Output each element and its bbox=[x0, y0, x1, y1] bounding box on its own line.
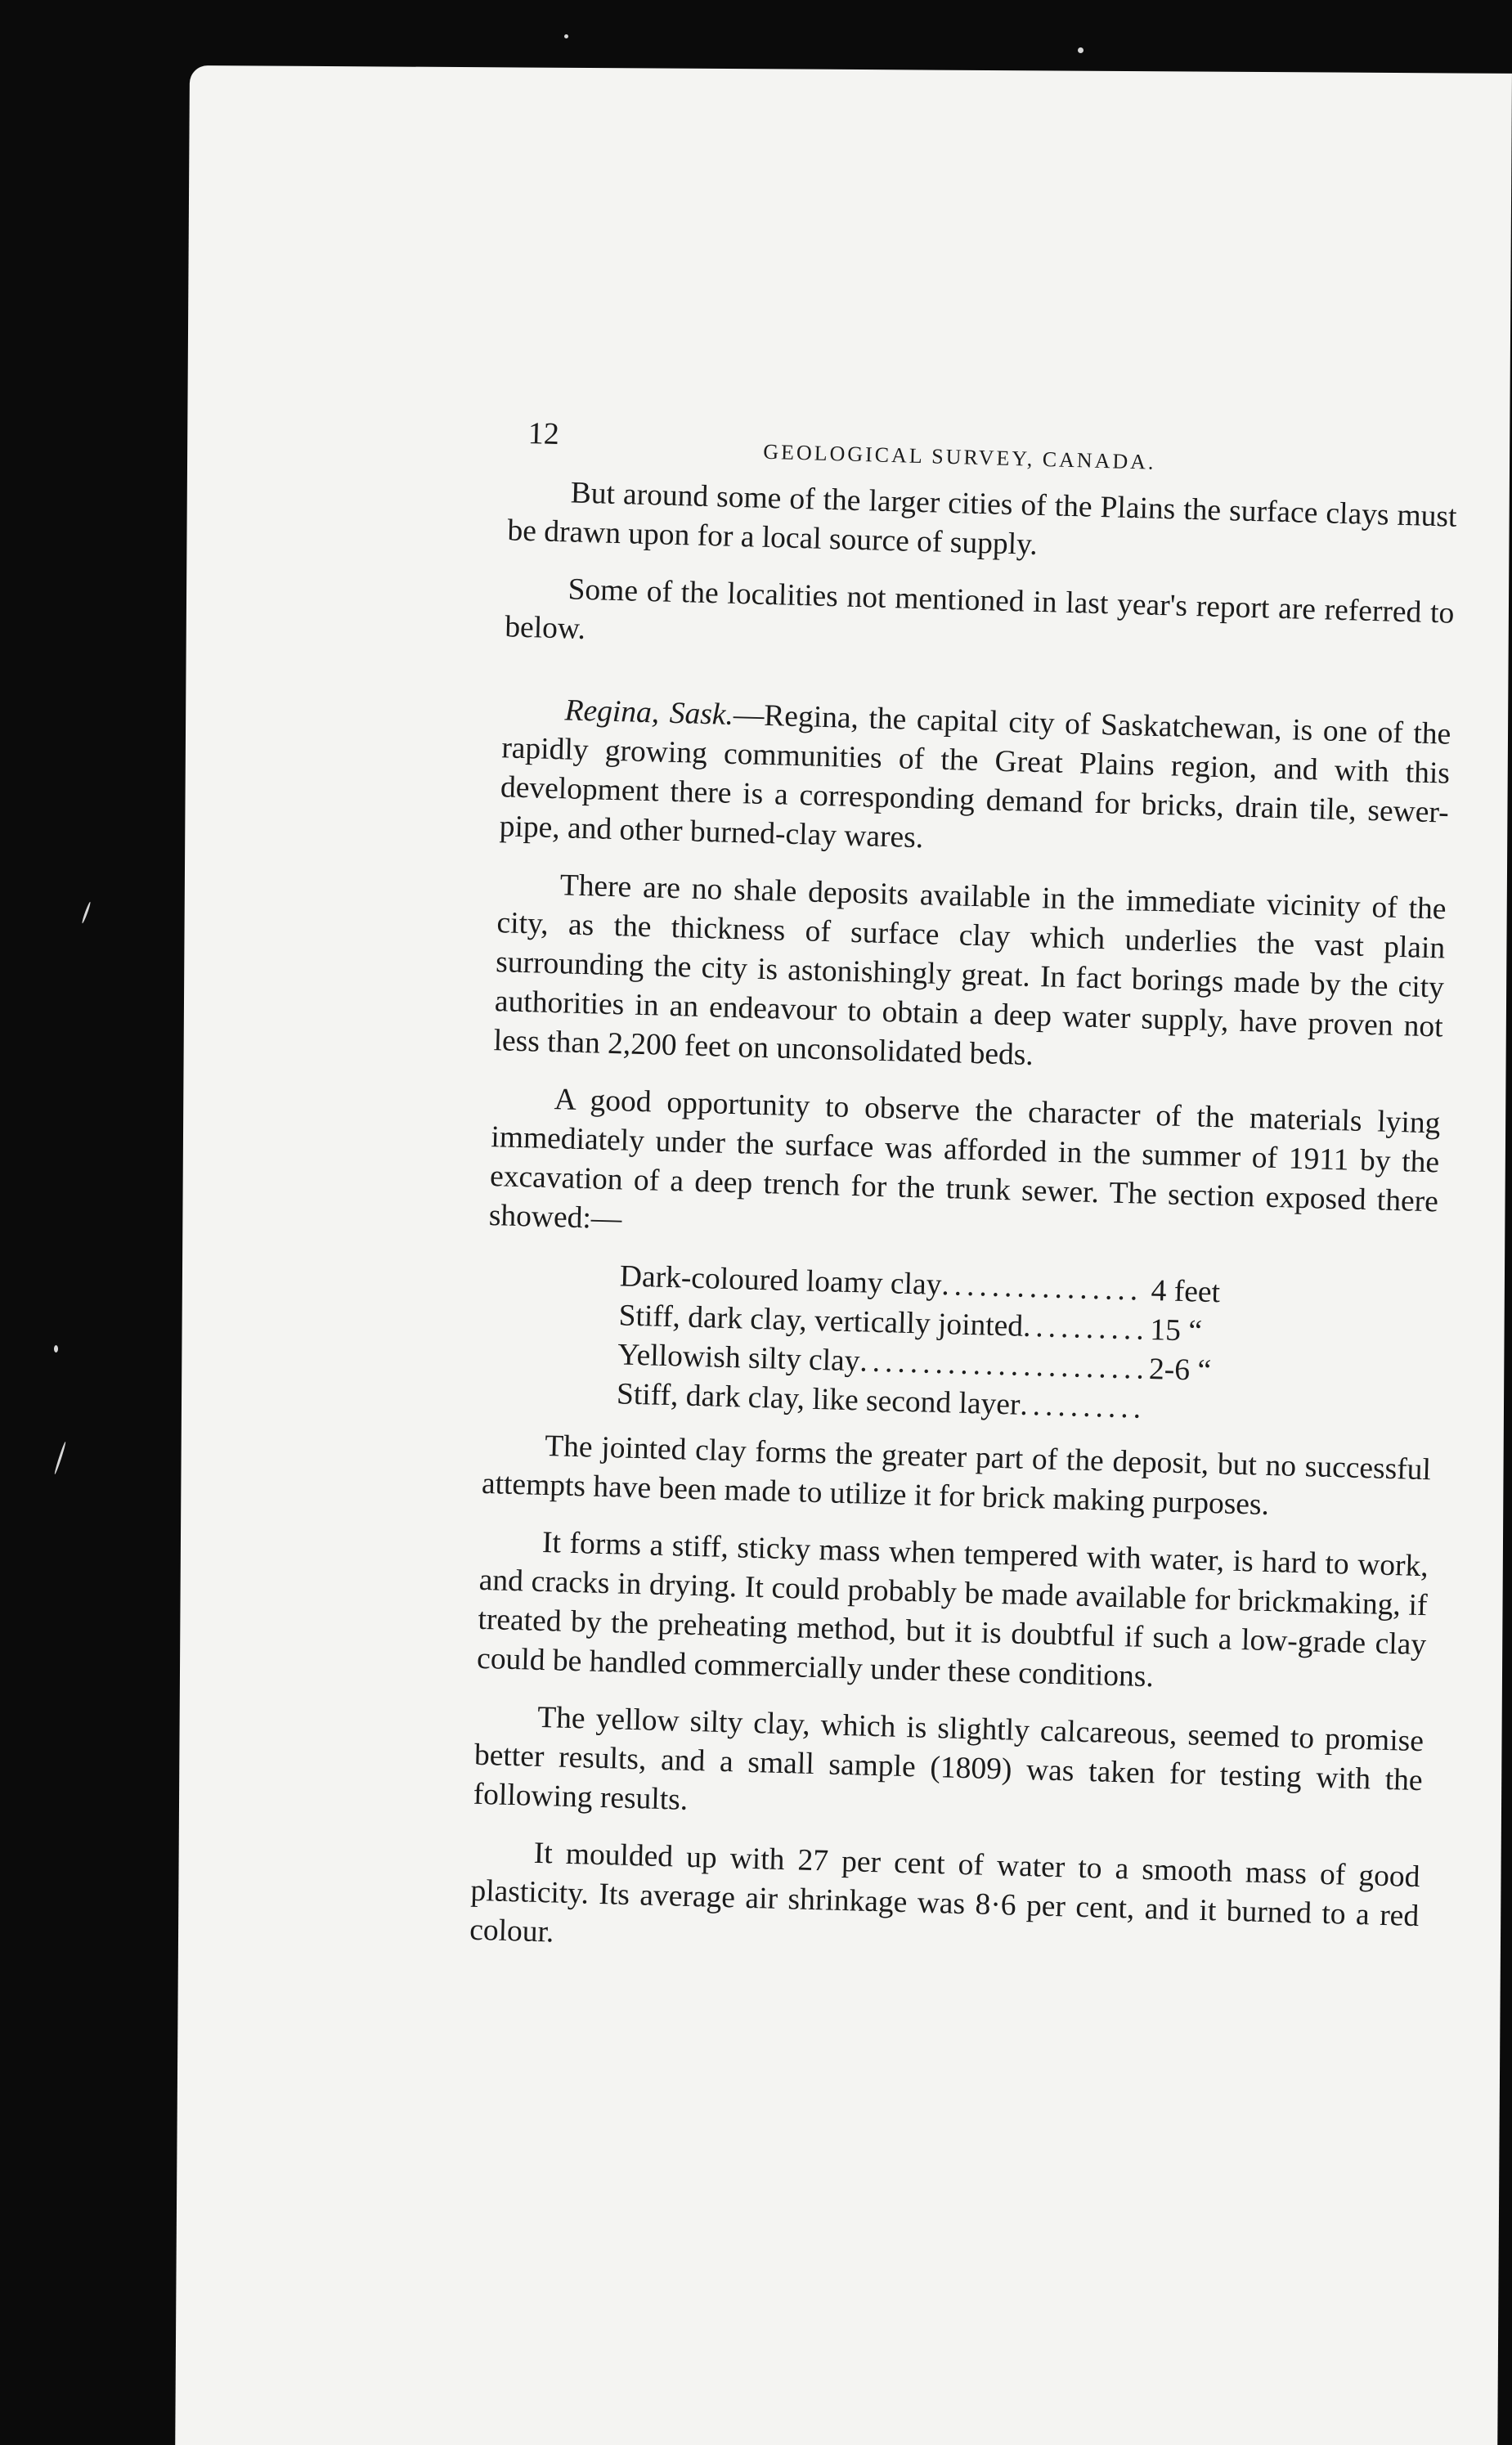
locality-heading: Regina, Sask. bbox=[564, 693, 734, 732]
dust-speck bbox=[1078, 47, 1084, 53]
paragraph-trench-observation: A good opportunity to observe the character of the materials lying immediately under the surface was afforded in the summer of 1911 by the excavation of a deep trench for the trunk sewer. The section exposed there showed:— bbox=[488, 1083, 1441, 1236]
section-exposed-table bbox=[616, 1257, 1258, 1431]
layer-thickness: 15 “ bbox=[1149, 1312, 1203, 1348]
paragraph-working-properties: It forms a stiff, sticky mass when tempered with water, is hard to work, and cracks in drying. It could probably be made available for brickmaking, if treated by the preheating method, but it is doubtful if such a low-grade clay could be handled commercially under these conditions. bbox=[476, 1525, 1429, 1694]
paragraph-surface-clays: But around some of the larger cities of the Plains the surface clays must be drawn upon for a local source of supply. bbox=[507, 476, 1457, 562]
dust-speck bbox=[54, 1345, 58, 1353]
page-content bbox=[469, 415, 1512, 1999]
leader-dots bbox=[1020, 1386, 1142, 1429]
dust-speck bbox=[564, 34, 568, 38]
dust-speck bbox=[81, 901, 91, 923]
running-head: GEOLOGICAL SURVEY, CANADA. bbox=[762, 439, 1156, 474]
paragraph-test-results: It moulded up with 27 per cent of water to a smooth mass of good plasticity. Its average air shrinkage was 8·6 per cent, and it burned to a red colour. bbox=[469, 1836, 1420, 1949]
paragraph-localities: Some of the localities not mentioned in last year's report are referred to below. bbox=[504, 572, 1455, 646]
layer-thickness: 2-6 “ bbox=[1148, 1352, 1212, 1388]
leader-dots bbox=[1022, 1308, 1144, 1350]
document-page bbox=[175, 65, 1512, 2445]
leader-dots bbox=[941, 1266, 1146, 1311]
paragraph-shale-deposits: There are no shale deposits available in the immediate vicinity of the city, as the thickness of surface clay which underlies the vast plain surrounding the city is astonishingly great. In fact borings made by the city authorities in an endeavour to obtain a deep water supply, have proven not less than 2,200 feet on unconsolidated beds. bbox=[493, 868, 1447, 1072]
dust-speck bbox=[54, 1442, 67, 1475]
layer-name: Stiff, dark clay, vertically jointed bbox=[618, 1299, 1024, 1344]
layer-thickness: 4 feet bbox=[1151, 1273, 1221, 1310]
layer-thickness bbox=[1142, 1418, 1254, 1421]
page-number: 12 bbox=[527, 415, 560, 452]
layer-name: Dark-coloured loamy clay bbox=[619, 1259, 942, 1303]
layer-name: Stiff, dark clay, like second layer bbox=[616, 1377, 1021, 1422]
regina-body: —Regina, the capital city of Saskatchewan, is one of the rapidly growing communities of the Great Plains region, and with this development there is a corresponding demand for bricks, drain tile, sewer-pipe, and other burned-clay wares. bbox=[499, 698, 1451, 855]
paragraph-regina bbox=[499, 689, 1451, 872]
paragraph-jointed-clay: The jointed clay forms the greater part of the deposit, but no successful attempts have been made to utilize it for brick making purposes. bbox=[481, 1429, 1432, 1522]
paragraph-yellow-silty-clay: The yellow silty clay, which is slightly calcareous, seemed to promise better results, and a small sample (1809) was taken for testing with the following results. bbox=[473, 1700, 1425, 1817]
layer-name: Yellowish silty clay bbox=[617, 1338, 861, 1379]
